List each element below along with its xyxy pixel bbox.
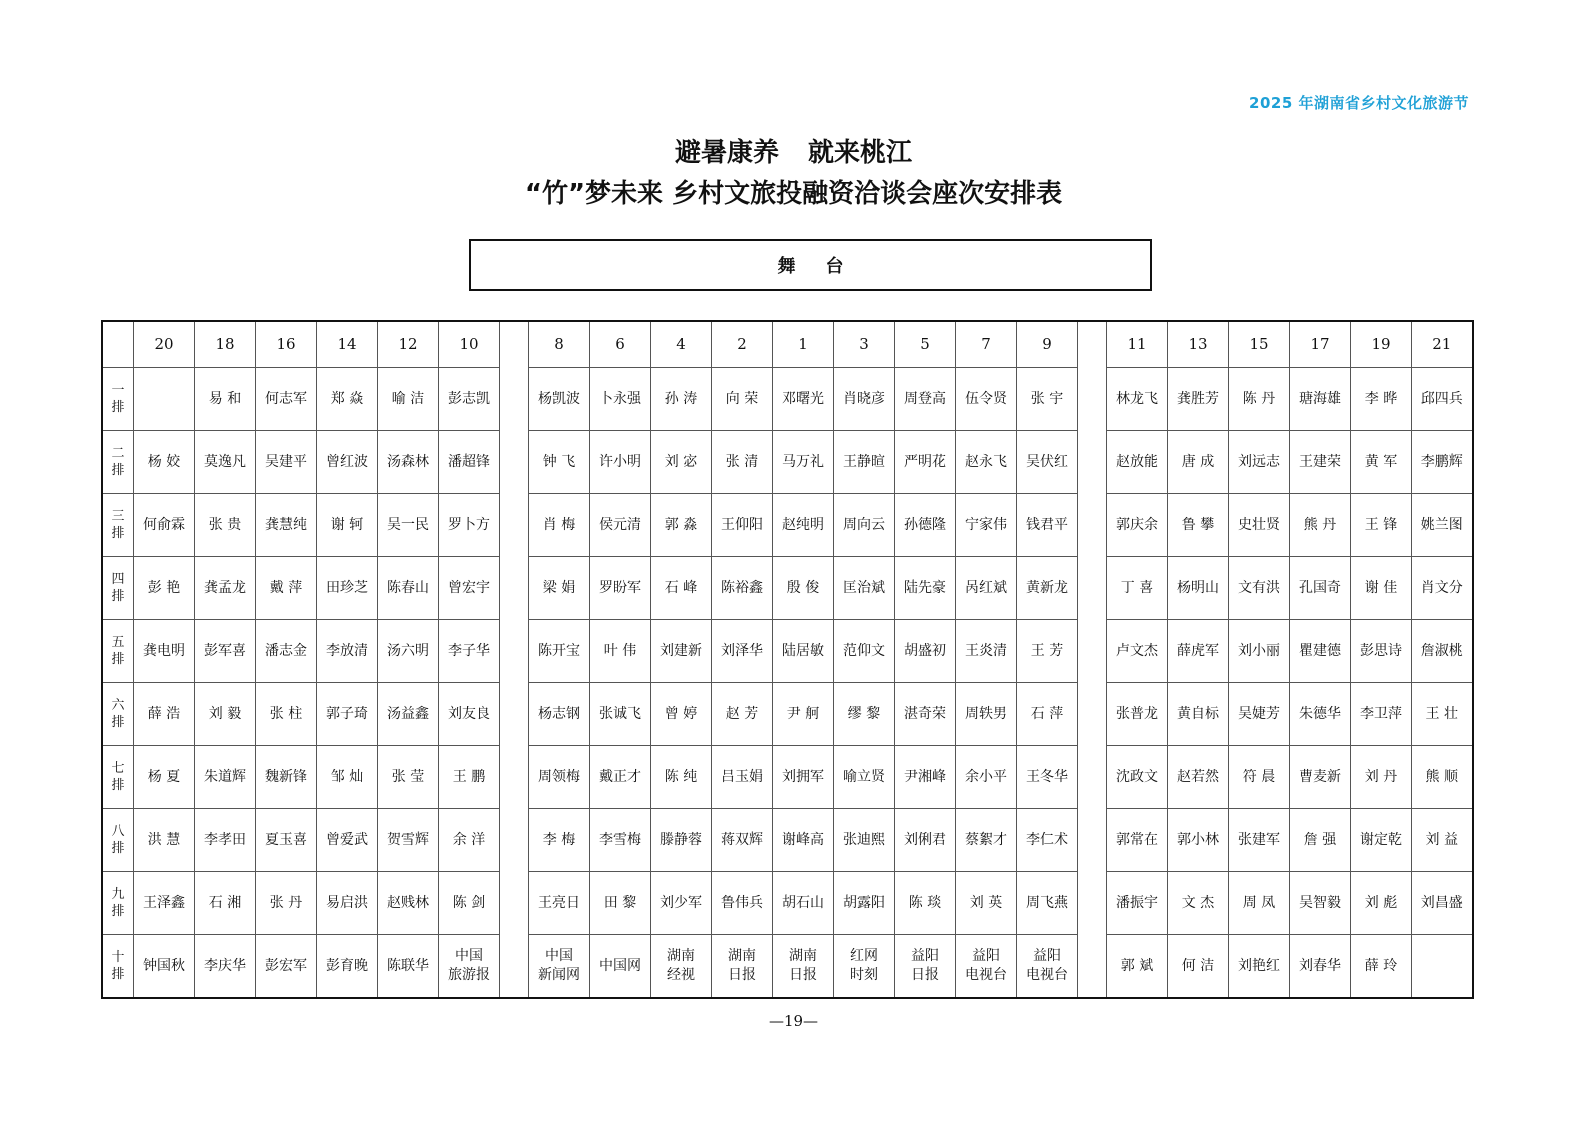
seat-cell: 红网 时刻 — [834, 935, 895, 999]
seat-cell: 瑭海雄 — [1290, 368, 1351, 431]
seat-row — [102, 620, 1473, 683]
seat-cell: 刘艳红 — [1229, 935, 1290, 999]
seat-cell: 何俞霖 — [134, 494, 195, 557]
seat-cell: 胡盛初 — [895, 620, 956, 683]
seat-cell: 伍令贤 — [956, 368, 1017, 431]
seat-number-header: 1 — [773, 321, 834, 368]
seat-cell: 益阳 日报 — [895, 935, 956, 999]
seat-cell: 吴智毅 — [1290, 872, 1351, 935]
seat-cell: 蔡絮才 — [956, 809, 1017, 872]
row-label — [102, 494, 134, 557]
aisle — [500, 321, 529, 998]
seat-number-header: 9 — [1017, 321, 1078, 368]
seat-cell: 卜永强 — [590, 368, 651, 431]
seat-cell: 龚电明 — [134, 620, 195, 683]
seat-cell: 易启洪 — [317, 872, 378, 935]
seat-number-header: 7 — [956, 321, 1017, 368]
row-label-char: 排 — [111, 400, 125, 415]
seat-cell: 符 晨 — [1229, 746, 1290, 809]
row-label-char: 六 — [111, 698, 125, 713]
seat-cell: 赵放能 — [1107, 431, 1168, 494]
seat-cell: 肖晓彦 — [834, 368, 895, 431]
seat-cell: 胡石山 — [773, 872, 834, 935]
seat-cell: 曾红波 — [317, 431, 378, 494]
seat-cell: 彭志凯 — [439, 368, 500, 431]
seat-cell: 刘昌盛 — [1412, 872, 1473, 935]
row-label — [102, 935, 134, 999]
seat-cell: 陈开宝 — [529, 620, 590, 683]
aisle — [1078, 321, 1107, 998]
seat-cell: 胡露阳 — [834, 872, 895, 935]
seat-cell: 罗盼军 — [590, 557, 651, 620]
seat-cell: 匡治斌 — [834, 557, 895, 620]
seat-cell: 曾宏宇 — [439, 557, 500, 620]
seat-cell: 刘 益 — [1412, 809, 1473, 872]
seat-number-header: 17 — [1290, 321, 1351, 368]
seat-number-header: 20 — [134, 321, 195, 368]
seat-cell: 汤益鑫 — [378, 683, 439, 746]
seat-cell: 邹 灿 — [317, 746, 378, 809]
seat-cell: 熊 顺 — [1412, 746, 1473, 809]
seat-cell: 谢 轲 — [317, 494, 378, 557]
seat-cell: 刘 毅 — [195, 683, 256, 746]
seat-cell: 赵 芳 — [712, 683, 773, 746]
seat-row — [102, 809, 1473, 872]
seat-cell — [134, 368, 195, 431]
seat-cell: 王炎清 — [956, 620, 1017, 683]
row-label-char: 排 — [111, 463, 125, 478]
seat-cell: 赵贱林 — [378, 872, 439, 935]
seat-cell: 尹 舸 — [773, 683, 834, 746]
seat-cell: 黄新龙 — [1017, 557, 1078, 620]
seat-cell: 张 贵 — [195, 494, 256, 557]
seat-cell: 吴一民 — [378, 494, 439, 557]
seat-cell: 中国网 — [590, 935, 651, 999]
seat-cell: 薛 玲 — [1351, 935, 1412, 999]
seat-cell: 肖 梅 — [529, 494, 590, 557]
seat-cell: 张建军 — [1229, 809, 1290, 872]
seat-number-header: 10 — [439, 321, 500, 368]
seat-cell: 刘泽华 — [712, 620, 773, 683]
festival-brand: 2025 年湖南省乡村文化旅游节 — [1249, 94, 1469, 112]
seat-cell: 史壮贤 — [1229, 494, 1290, 557]
seat-cell: 缪 黎 — [834, 683, 895, 746]
seat-cell: 彭思诗 — [1351, 620, 1412, 683]
row-label-char: 排 — [111, 526, 125, 541]
seat-cell: 鲁伟兵 — [712, 872, 773, 935]
seat-number-header: 4 — [651, 321, 712, 368]
seat-cell: 周 凤 — [1229, 872, 1290, 935]
seat-number-header: 12 — [378, 321, 439, 368]
seat-cell: 张诚飞 — [590, 683, 651, 746]
page-number: —19— — [768, 1012, 819, 1030]
row-label-char: 排 — [111, 715, 125, 730]
seat-row — [102, 746, 1473, 809]
seat-cell: 许小明 — [590, 431, 651, 494]
seat-cell: 王仰阳 — [712, 494, 773, 557]
seat-number-header: 19 — [1351, 321, 1412, 368]
seat-cell: 瞿建德 — [1290, 620, 1351, 683]
seat-cell: 周登高 — [895, 368, 956, 431]
seat-cell: 孙德隆 — [895, 494, 956, 557]
seat-number-header: 16 — [256, 321, 317, 368]
seat-cell: 刘拥军 — [773, 746, 834, 809]
seat-cell: 姚兰图 — [1412, 494, 1473, 557]
seat-cell: 王 芳 — [1017, 620, 1078, 683]
seat-cell: 刘远志 — [1229, 431, 1290, 494]
seat-cell: 潘志金 — [256, 620, 317, 683]
seat-cell: 湖南 经视 — [651, 935, 712, 999]
seat-cell: 湖南 日报 — [712, 935, 773, 999]
seat-cell: 刘 英 — [956, 872, 1017, 935]
row-label-char: 九 — [111, 887, 125, 902]
seat-cell: 蒋双辉 — [712, 809, 773, 872]
seat-cell: 郭庆余 — [1107, 494, 1168, 557]
seat-cell: 陈 琰 — [895, 872, 956, 935]
seat-cell: 周轶男 — [956, 683, 1017, 746]
seat-cell: 殷 俊 — [773, 557, 834, 620]
seat-cell: 易 和 — [195, 368, 256, 431]
seat-cell: 龚孟龙 — [195, 557, 256, 620]
row-label-char: 二 — [111, 446, 125, 461]
seat-cell: 曹麦新 — [1290, 746, 1351, 809]
seat-cell: 李 晔 — [1351, 368, 1412, 431]
seat-cell: 郭 淼 — [651, 494, 712, 557]
seat-cell: 曾爱武 — [317, 809, 378, 872]
seat-cell: 刘 彪 — [1351, 872, 1412, 935]
seat-cell: 李雪梅 — [590, 809, 651, 872]
seat-cell: 吴婕芳 — [1229, 683, 1290, 746]
seat-number-header: 3 — [834, 321, 895, 368]
document-title-line2: “竹”梦未来 乡村文旅投融资洽谈会座次安排表 — [524, 179, 1063, 209]
seat-cell: 陈裕鑫 — [712, 557, 773, 620]
seat-cell: 石 峰 — [651, 557, 712, 620]
seat-cell: 张 柱 — [256, 683, 317, 746]
row-label — [102, 809, 134, 872]
seat-cell: 吴伏红 — [1017, 431, 1078, 494]
seat-cell: 向 荣 — [712, 368, 773, 431]
seat-cell: 卢文杰 — [1107, 620, 1168, 683]
seat-number-header: 15 — [1229, 321, 1290, 368]
seat-cell: 刘俐君 — [895, 809, 956, 872]
seat-number-header: 6 — [590, 321, 651, 368]
seat-cell: 文 杰 — [1168, 872, 1229, 935]
seat-cell: 张 清 — [712, 431, 773, 494]
seat-cell: 宁家伟 — [956, 494, 1017, 557]
seat-cell: 鲁 攀 — [1168, 494, 1229, 557]
seat-cell: 刘友良 — [439, 683, 500, 746]
seat-cell: 李孝田 — [195, 809, 256, 872]
seat-cell: 周飞燕 — [1017, 872, 1078, 935]
seat-cell: 丁 喜 — [1107, 557, 1168, 620]
seat-cell: 沈政文 — [1107, 746, 1168, 809]
seat-cell: 郭常在 — [1107, 809, 1168, 872]
row-label-char: 八 — [111, 824, 125, 839]
seat-row — [102, 683, 1473, 746]
seat-cell: 林龙飞 — [1107, 368, 1168, 431]
seat-cell: 赵纯明 — [773, 494, 834, 557]
seat-cell: 余 洋 — [439, 809, 500, 872]
seat-number-header: 21 — [1412, 321, 1473, 368]
seat-cell: 李 梅 — [529, 809, 590, 872]
seat-cell: 谢定乾 — [1351, 809, 1412, 872]
seat-cell: 谢峰高 — [773, 809, 834, 872]
seat-cell: 王建荣 — [1290, 431, 1351, 494]
seat-cell: 刘春华 — [1290, 935, 1351, 999]
seat-number-header: 2 — [712, 321, 773, 368]
seat-number-header: 11 — [1107, 321, 1168, 368]
seat-cell: 赵若然 — [1168, 746, 1229, 809]
seat-cell: 尹湘峰 — [895, 746, 956, 809]
seat-cell: 邱四兵 — [1412, 368, 1473, 431]
row-label — [102, 557, 134, 620]
seat-cell: 汤森林 — [378, 431, 439, 494]
seat-cell: 杨明山 — [1168, 557, 1229, 620]
seat-cell: 孔国奇 — [1290, 557, 1351, 620]
seat-cell: 喻 洁 — [378, 368, 439, 431]
seat-cell: 黄自标 — [1168, 683, 1229, 746]
seat-cell: 文有洪 — [1229, 557, 1290, 620]
seat-cell: 刘少军 — [651, 872, 712, 935]
seat-cell: 龚胜芳 — [1168, 368, 1229, 431]
seat-cell: 郭小林 — [1168, 809, 1229, 872]
seat-cell: 石 萍 — [1017, 683, 1078, 746]
seat-cell: 钱君平 — [1017, 494, 1078, 557]
seat-cell: 莫逸凡 — [195, 431, 256, 494]
seat-row — [102, 872, 1473, 935]
seat-cell: 田 黎 — [590, 872, 651, 935]
seat-number-header: 5 — [895, 321, 956, 368]
seat-cell: 陈联华 — [378, 935, 439, 999]
seat-cell: 王冬华 — [1017, 746, 1078, 809]
seat-row — [102, 431, 1473, 494]
row-label-char: 一 — [111, 383, 125, 398]
seat-cell: 邓曙光 — [773, 368, 834, 431]
seat-cell: 潘超锋 — [439, 431, 500, 494]
seat-cell: 李仁术 — [1017, 809, 1078, 872]
seating-table — [101, 320, 1474, 999]
seat-cell: 刘建新 — [651, 620, 712, 683]
seat-cell: 中国 旅游报 — [439, 935, 500, 999]
seat-cell: 郭 斌 — [1107, 935, 1168, 999]
row-label — [102, 431, 134, 494]
document-title-line1: 避暑康养 就来桃江 — [674, 138, 913, 168]
seat-cell: 刘 宓 — [651, 431, 712, 494]
seat-cell: 益阳 电视台 — [1017, 935, 1078, 999]
seat-cell: 湛奇荣 — [895, 683, 956, 746]
seat-cell: 张迪熙 — [834, 809, 895, 872]
seat-cell: 陈 丹 — [1229, 368, 1290, 431]
seat-cell: 戴正才 — [590, 746, 651, 809]
seat-cell: 夏玉喜 — [256, 809, 317, 872]
seat-cell: 龚慧纯 — [256, 494, 317, 557]
seat-cell: 詹 强 — [1290, 809, 1351, 872]
row-label-char: 排 — [111, 652, 125, 667]
seat-cell: 湖南 日报 — [773, 935, 834, 999]
seat-number-header-row — [102, 321, 1473, 368]
seat-cell: 薛虎军 — [1168, 620, 1229, 683]
seat-cell: 叶 伟 — [590, 620, 651, 683]
seat-cell: 范仰文 — [834, 620, 895, 683]
seat-cell: 郑 焱 — [317, 368, 378, 431]
seat-cell: 杨凯波 — [529, 368, 590, 431]
seat-cell: 侯元清 — [590, 494, 651, 557]
seat-cell: 李放清 — [317, 620, 378, 683]
seat-cell: 马万礼 — [773, 431, 834, 494]
seat-cell: 陈 纯 — [651, 746, 712, 809]
seat-cell: 周向云 — [834, 494, 895, 557]
seat-cell: 詹淑桃 — [1412, 620, 1473, 683]
seat-cell: 杨 姣 — [134, 431, 195, 494]
seat-cell: 张 宇 — [1017, 368, 1078, 431]
seat-cell: 杨志钢 — [529, 683, 590, 746]
row-label-char: 排 — [111, 904, 125, 919]
row-label — [102, 683, 134, 746]
seat-cell: 彭军喜 — [195, 620, 256, 683]
seat-cell: 刘小丽 — [1229, 620, 1290, 683]
seat-cell: 张普龙 — [1107, 683, 1168, 746]
seat-cell: 潘振宇 — [1107, 872, 1168, 935]
row-label-char: 排 — [111, 841, 125, 856]
seat-cell: 曾 婷 — [651, 683, 712, 746]
seat-row — [102, 368, 1473, 431]
seat-cell: 李子华 — [439, 620, 500, 683]
stage-box: 舞台 — [469, 239, 1152, 291]
seat-cell: 王泽鑫 — [134, 872, 195, 935]
seat-cell: 戴 萍 — [256, 557, 317, 620]
seat-row — [102, 935, 1473, 999]
seat-row — [102, 557, 1473, 620]
seat-cell: 赵永飞 — [956, 431, 1017, 494]
seat-cell: 何 洁 — [1168, 935, 1229, 999]
seat-cell: 王 鹏 — [439, 746, 500, 809]
seat-cell: 张 莹 — [378, 746, 439, 809]
seat-cell: 杨 夏 — [134, 746, 195, 809]
row-label-char: 排 — [111, 967, 125, 982]
seat-cell: 吕玉娟 — [712, 746, 773, 809]
row-label — [102, 368, 134, 431]
seat-cell: 钟国秋 — [134, 935, 195, 999]
seat-cell: 郭子琦 — [317, 683, 378, 746]
seat-cell: 滕静蓉 — [651, 809, 712, 872]
row-label-char: 五 — [111, 635, 125, 650]
seat-cell: 贺雪辉 — [378, 809, 439, 872]
seat-cell: 喻立贤 — [834, 746, 895, 809]
row-label — [102, 746, 134, 809]
seat-cell: 孙 涛 — [651, 368, 712, 431]
seat-cell: 魏新锋 — [256, 746, 317, 809]
seat-cell: 唐 成 — [1168, 431, 1229, 494]
row-label — [102, 872, 134, 935]
seat-cell: 中国 新闻网 — [529, 935, 590, 999]
seat-number-header: 18 — [195, 321, 256, 368]
seat-cell: 田珍芝 — [317, 557, 378, 620]
row-label-char: 四 — [111, 572, 125, 587]
seat-cell: 石 湘 — [195, 872, 256, 935]
seat-cell: 张 丹 — [256, 872, 317, 935]
seat-number-header: 8 — [529, 321, 590, 368]
seat-cell — [1412, 935, 1473, 999]
seat-cell: 罗卜方 — [439, 494, 500, 557]
seat-cell: 熊 丹 — [1290, 494, 1351, 557]
seat-cell: 王静暄 — [834, 431, 895, 494]
seat-cell: 朱德华 — [1290, 683, 1351, 746]
seat-cell: 薛 浩 — [134, 683, 195, 746]
seat-cell: 陈春山 — [378, 557, 439, 620]
seat-cell: 彭宏军 — [256, 935, 317, 999]
seat-number-header: 13 — [1168, 321, 1229, 368]
seat-cell: 李鹏辉 — [1412, 431, 1473, 494]
seat-cell: 吴建平 — [256, 431, 317, 494]
seat-cell: 益阳 电视台 — [956, 935, 1017, 999]
seat-number-header: 14 — [317, 321, 378, 368]
seat-cell: 汤六明 — [378, 620, 439, 683]
seat-cell: 彭 艳 — [134, 557, 195, 620]
seat-cell: 李卫萍 — [1351, 683, 1412, 746]
seat-cell: 呙红斌 — [956, 557, 1017, 620]
seat-cell: 朱道辉 — [195, 746, 256, 809]
seat-cell: 陆居敏 — [773, 620, 834, 683]
seat-cell: 周领梅 — [529, 746, 590, 809]
seat-cell: 余小平 — [956, 746, 1017, 809]
corner-cell — [102, 321, 134, 368]
seat-cell: 王 壮 — [1412, 683, 1473, 746]
seat-cell: 钟 飞 — [529, 431, 590, 494]
seat-cell: 陆先豪 — [895, 557, 956, 620]
seat-cell: 刘 丹 — [1351, 746, 1412, 809]
seat-row — [102, 494, 1473, 557]
seat-cell: 谢 佳 — [1351, 557, 1412, 620]
row-label-char: 七 — [111, 761, 125, 776]
seat-cell: 洪 慧 — [134, 809, 195, 872]
seat-cell: 彭育晚 — [317, 935, 378, 999]
seat-cell: 何志军 — [256, 368, 317, 431]
seat-cell: 王亮日 — [529, 872, 590, 935]
seat-cell: 肖文分 — [1412, 557, 1473, 620]
seat-cell: 李庆华 — [195, 935, 256, 999]
seat-cell: 陈 剑 — [439, 872, 500, 935]
seat-cell: 严明花 — [895, 431, 956, 494]
seat-cell: 王 锋 — [1351, 494, 1412, 557]
row-label — [102, 620, 134, 683]
row-label-char: 排 — [111, 589, 125, 604]
seat-cell: 梁 娟 — [529, 557, 590, 620]
row-label-char: 十 — [111, 950, 125, 965]
row-label-char: 排 — [111, 778, 125, 793]
row-label-char: 三 — [111, 509, 125, 524]
seat-cell: 黄 军 — [1351, 431, 1412, 494]
